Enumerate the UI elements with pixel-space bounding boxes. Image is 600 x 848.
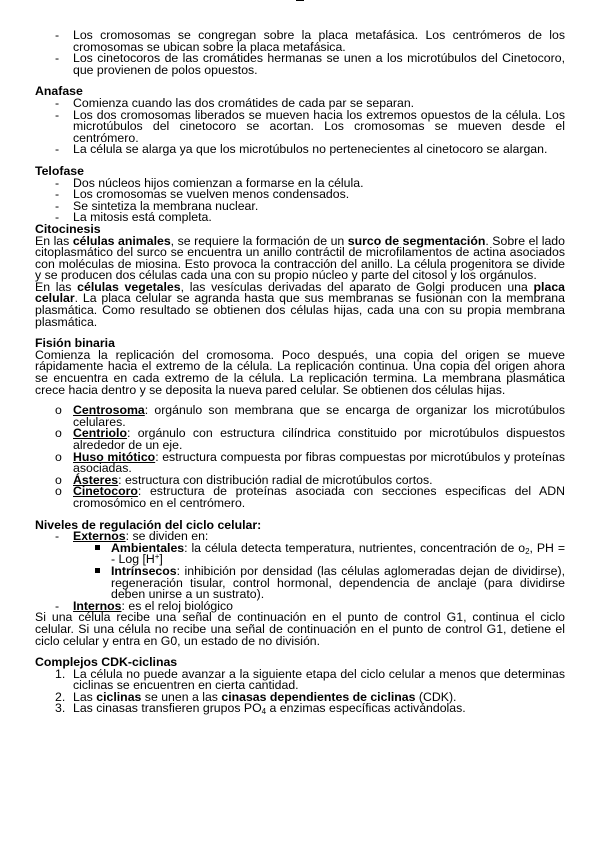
- list-item-externos: - Externos: se dividen en:: [55, 529, 209, 544]
- list-item: - Dos núcleos hijos comienzan a formarse en la célula.: [55, 175, 364, 190]
- niveles-paragraph: Si una célula recibe una señal de continuación en el punto de control G1, continua el ciclo celular. Si una célula no recibe una señal de continuación en el punto de control G1, detiene el ciclo celular y entra en G0, un estado de no división.: [35, 610, 565, 648]
- glossary-item: o Cinetocoro: estructura de proteínas asociada con secciones especificas del ADN cromosómico en el centrómero.: [55, 484, 565, 510]
- list-item: - Comienza cuando las dos cromátides de cada par se separan.: [55, 95, 415, 110]
- section-heading-fision: Fisión binaria: [35, 336, 115, 351]
- glossary-item: o Centrosoma: orgánulo son membrana que se encarga de organizar los microtúbulos celulares.: [55, 403, 565, 429]
- citocinesis-paragraph-vegetal: En las células vegetales, las vesículas derivadas del aparato de Golgi producen una placa celular. La placa celular se agranda hasta que sus membranas se fusionan con la membrana plasmática. Como resultado se obtienen dos células hijas, cada una con su propia membrana plasmática.: [35, 279, 565, 329]
- list-item-ambientales: Ambientales: la célula detecta temperatura, nutrientes, concentración de $o_2$, PH = - Log [H+]: [35, 543, 565, 566]
- list-item-intrinsecos: Intrínsecos: inhibición por densidad (las células aglomeradas dejan de dividirse), regeneración tisular, control hormonal, dependencia de anclaje (para dividirse deben unirse a un sustrato).: [35, 566, 565, 601]
- list-item: - Se sintetiza la membrana nuclear.: [55, 198, 259, 213]
- list-item: 3. Las cinasas transfieren grupos $PO_4$ a enzimas específicas activándolas.: [55, 701, 466, 717]
- list-item: - Los cromosomas se congregan sobre la placa metafásica. Los centrómeros de los cromosomas se ubican sobre la placa metafásica.: [55, 28, 565, 54]
- section-heading-anafase: Anafase: [35, 84, 83, 99]
- glossary-item: o Ásteres: estructura con distribución radial de microtúbulos cortos.: [55, 472, 433, 487]
- glossary-list: [35, 405, 565, 509]
- metafase-list: [35, 30, 565, 76]
- document-page: [35, 30, 565, 715]
- list-item: 1. La célula no puede avanzar a la siguiente etapa del ciclo celular a menos que determinas ciclinas se encuentren en cierta cantidad.: [55, 666, 565, 693]
- list-item: - Los cinetocoros de las cromátides hermanas se unen a los microtúbulos del Cinetocoro, que provienen de polos opuestos.: [55, 51, 565, 77]
- anafase-list: [35, 95, 565, 157]
- list-item-internos: - Internos: es el reloj biológico: [55, 598, 233, 613]
- section-heading-niveles: Niveles de regulación del ciclo celular:: [35, 517, 262, 532]
- glossary-item: o Centriolo: orgánulo con estructura cilíndrica constituido por microtúbulos dispuestos alrededor de un eje.: [55, 426, 565, 452]
- list-item: - La célula se alarga ya que los microtúbulos no pertenecientes al cinetocoro se alargan.: [55, 142, 548, 157]
- fision-paragraph: Comienza la replicación del cromosoma. Poco después, una copia del origen se mueve rápidamente hacia el extremo de la célula. La replicación continua. Una copia del origen ahora se encuentra en cada extremo de la célula. La replicación termina. La membrana plasmática crece hacia dentro y se deposita la nueva pared celular. Se obtienen dos células hijas.: [35, 347, 565, 397]
- list-item: - Los dos cromosomas liberados se mueven hacia los extremos opuestos de la célula. Los microtúbulos del cinetocoro se acortan. Los cromosomas se mueven desde el centrómero.: [55, 107, 565, 145]
- cdk-list: [35, 666, 565, 717]
- telofase-list: [35, 175, 565, 225]
- list-item: 2. Las ciclinas se unen a las cinasas dependientes de ciclinas (CDK).: [55, 689, 457, 704]
- square-bullet-icon: [95, 568, 100, 573]
- square-bullet-icon: [95, 545, 100, 550]
- list-item: - La mitosis está completa.: [55, 210, 212, 225]
- externos-sublist: [35, 540, 566, 602]
- section-heading-citocinesis: Citocinesis: [35, 221, 101, 236]
- list-item: - Los cromosomas se vuelven menos condensados.: [55, 187, 350, 202]
- niveles-list-internos: [35, 598, 565, 613]
- citocinesis-paragraph-animal: En las células animales, se requiere la formación de un surco de segmentación. Sobre el lado citoplasmático del surco se encuentra un anillo contráctil de microfilamentos de actina asociados con moléculas de miosina. Esto provoca la contracción del anillo. La célula progenitora se divide y se producen dos células cada una con su propio núcleo y parte del citosol y los orgánulos.: [35, 233, 565, 283]
- page-top-mark: [296, 0, 304, 1]
- glossary-item: o Huso mitótico: estructura compuesta por fibras compuestas por microtúbulos y proteínas asociadas.: [55, 449, 565, 476]
- section-heading-telofase: Telofase: [35, 163, 84, 178]
- section-heading-cdk: Complejos CDK-ciclinas: [35, 655, 178, 670]
